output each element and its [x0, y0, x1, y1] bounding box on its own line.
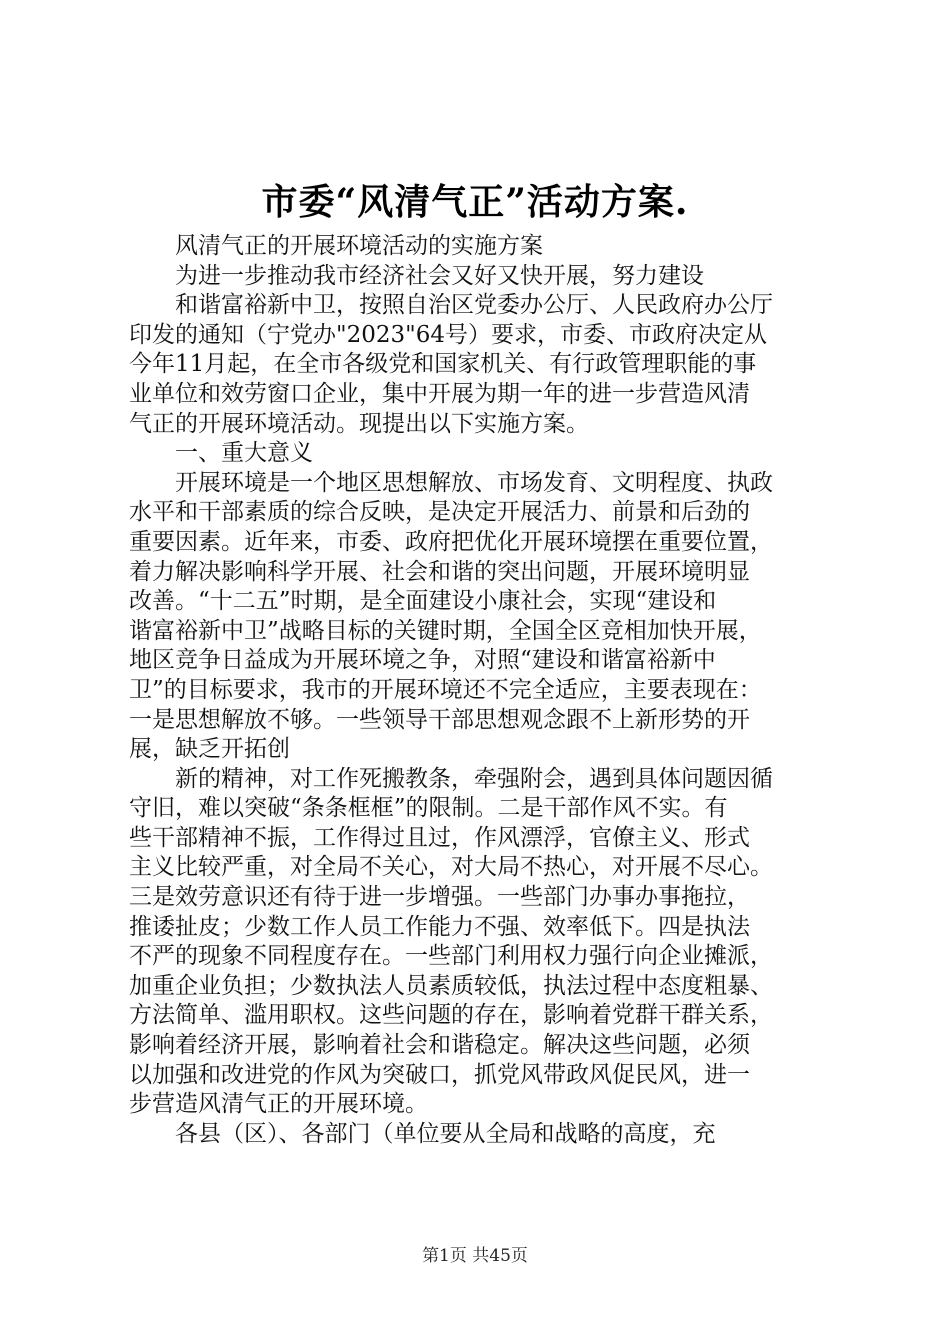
body-line: 业单位和效劳窗口企业，集中开展为期一年的进一步营造风清 — [129, 380, 750, 407]
body-line: 以加强和改进党的作风为突破口，抓党风带政风促民风，进一 — [129, 1061, 750, 1088]
body-line: 着力解决影响科学开展、社会和谐的突出问题，开展环境明显 — [129, 558, 750, 585]
body-line: 谐富裕新中卫”战略目标的关键时期，全国全区竞相加快开展， — [129, 617, 762, 644]
page-footer: 第1页 共45页 — [422, 1246, 528, 1266]
body-line: 守旧，难以突破“条条框框”的限制。二是干部作风不实。有 — [129, 795, 728, 822]
body-line: 风清气正的开展环境活动的实施方案 — [175, 233, 543, 259]
body-line: 一是思想解放不够。一些领导干部思想观念跟不上新形势的开 — [129, 706, 750, 733]
body-line: 方法简单、滥用职权。这些问题的存在，影响着党群干群关系， — [129, 1002, 773, 1029]
body-line: 新的精神，对工作死搬教条，牵强附会，遇到具体问题因循 — [175, 765, 773, 792]
body-line: 开展环境是一个地区思想解放、市场发育、文明程度、执政 — [175, 469, 773, 496]
body-line: 今年11月起，在全市各级党和国家机关、有行政管理职能的事 — [129, 351, 757, 378]
body-line: 卫”的目标要求，我市的开展环境还不完全适应，主要表现在： — [129, 676, 762, 703]
body-line: 推诿扯皮；少数工作人员工作能力不强、效率低下。四是执法 — [129, 913, 750, 940]
body-line: 各县（区）、各部门（单位要从全局和战略的高度，充 — [175, 1120, 716, 1147]
body-line: 水平和干部素质的综合反映，是决定开展活力、前景和后劲的 — [129, 499, 750, 526]
document-body — [129, 232, 821, 1149]
body-line: 改善。“十二五”时期，是全面建设小康社会，实现“建设和 — [129, 588, 717, 615]
body-line: 为进一步推动我市经济社会又好又快开展，努力建设 — [175, 262, 704, 289]
body-line: 步营造风清气正的开展环境。 — [129, 1091, 428, 1118]
body-line: 重要因素。近年来，市委、政府把优化开展环境摆在重要位置， — [129, 528, 773, 555]
body-line: 印发的通知（宁党办"2023"64号）要求，市委、市政府决定从 — [129, 321, 767, 348]
body-line: 加重企业负担；少数执法人员素质较低，执法过程中态度粗暴、 — [129, 972, 773, 999]
body-line: 些干部精神不振，工作得过且过，作风漂浮，官僚主义、形式 — [129, 824, 750, 851]
document-title: 市委“风清气正”活动方案. — [261, 181, 689, 223]
body-line: 影响着经济开展，影响着社会和谐稳定。解决这些问题，必须 — [129, 1032, 750, 1059]
body-line: 不严的现象不同程度存在。一些部门利用权力强行向企业摊派， — [129, 943, 773, 970]
body-line: 展，缺乏开拓创 — [129, 736, 290, 763]
body-line: 主义比较严重，对全局不关心，对大局不热心，对开展不尽心。 — [129, 854, 773, 881]
body-line: 地区竞争日益成为开展环境之争，对照“建设和谐富裕新中 — [129, 647, 716, 674]
body-line: 一、重大意义 — [175, 440, 313, 467]
body-line: 和谐富裕新中卫，按照自治区党委办公厅、人民政府办公厅 — [175, 292, 773, 319]
body-line: 气正的开展环境活动。现提出以下实施方案。 — [129, 410, 589, 437]
body-line: 三是效劳意识还有待于进一步增强。一些部门办事办事拖拉， — [129, 884, 750, 911]
